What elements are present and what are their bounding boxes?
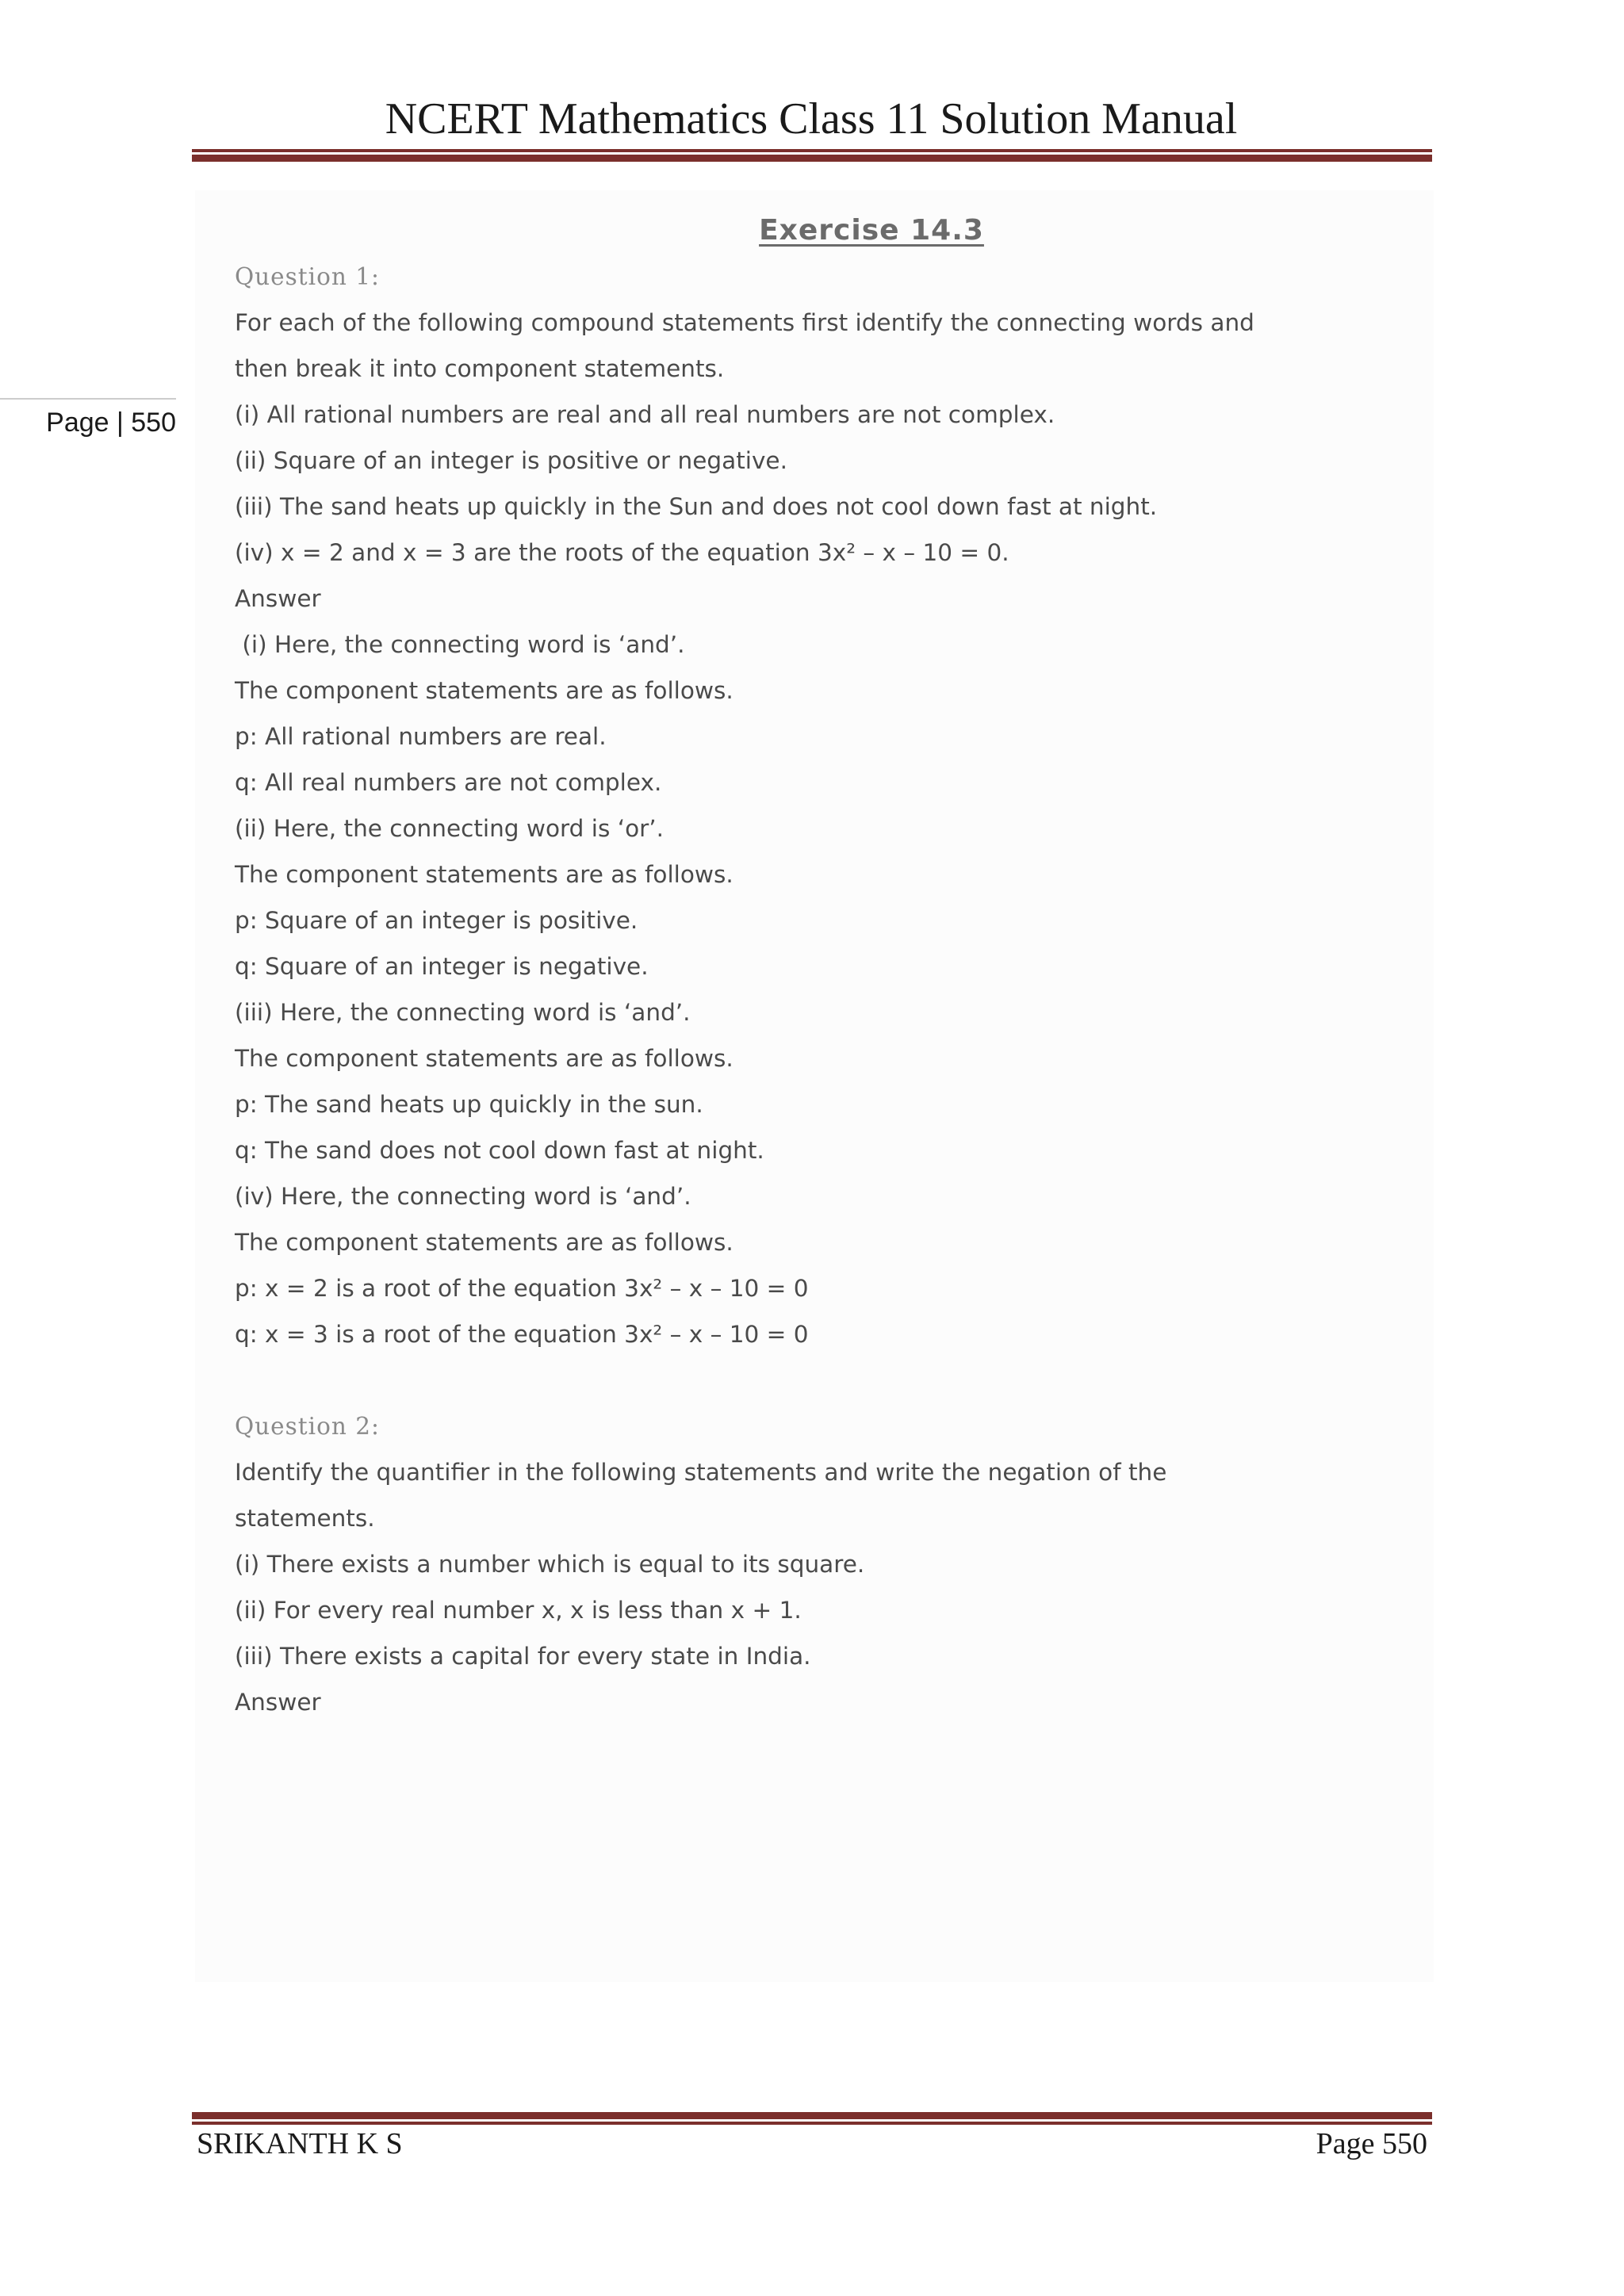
question-1-line: (i) All rational numbers are real and all real numbers are not complex. (235, 401, 1055, 428)
section-spacer (235, 1357, 1408, 1403)
question-1-line: (iv) x = 2 and x = 3 are the roots of the equation 3x² – x – 10 = 0. (235, 539, 1009, 566)
question-2-line: Identify the quantifier in the following statements and write the negation of the (235, 1459, 1167, 1486)
answer-1-line: p: Square of an integer is positive. (235, 907, 638, 934)
question-2-line: (i) There exists a number which is equal to its square. (235, 1551, 865, 1578)
question-2-line: statements. (235, 1505, 375, 1532)
footer-page-number: Page 550 (1316, 2127, 1427, 2160)
exercise-title: Exercise 14.3 (759, 214, 984, 247)
answer-2-label: Answer (235, 1689, 321, 1716)
answer-1-line: The component statements are as follows. (235, 1229, 733, 1256)
answer-1-line: q: All real numbers are not complex. (235, 769, 662, 796)
answer-1-line: q: The sand does not cool down fast at night. (235, 1137, 764, 1164)
question-1-label: Question 1: (235, 263, 380, 290)
answer-1-line: The component statements are as follows. (235, 861, 733, 888)
question-1-line: For each of the following compound statements first identify the connecting words and (235, 309, 1254, 336)
answer-1-line: (iv) Here, the connecting word is ‘and’. (235, 1183, 691, 1210)
answer-1-line: (i) Here, the connecting word is ‘and’. (235, 631, 685, 658)
answer-1-line: (ii) Here, the connecting word is ‘or’. (235, 815, 665, 842)
answer-1-line: p: x = 2 is a root of the equation 3x² – x – 10 = 0 (235, 1275, 809, 1302)
answer-1-line: q: x = 3 is a root of the equation 3x² – x – 10 = 0 (235, 1321, 809, 1348)
footer-divider (192, 2112, 1432, 2125)
answer-1-line: p: All rational numbers are real. (235, 723, 607, 750)
question-1-line: (ii) Square of an integer is positive or negative. (235, 447, 787, 474)
exercise-heading (0, 208, 1508, 254)
question-2-line: (ii) For every real number x, x is less than x + 1. (235, 1597, 802, 1624)
question-2-line: (iii) There exists a capital for every state in India. (235, 1643, 811, 1670)
question-2-label: Question 2: (235, 1413, 380, 1440)
answer-1-line: (iii) Here, the connecting word is ‘and’. (235, 999, 691, 1026)
question-1-line: then break it into component statements. (235, 355, 725, 382)
answer-1-label: Answer (235, 585, 321, 612)
answer-1-line: p: The sand heats up quickly in the sun. (235, 1091, 703, 1118)
answer-1-line: The component statements are as follows. (235, 677, 733, 704)
answer-1-line: The component statements are as follows. (235, 1045, 733, 1072)
side-page-marker: Page | 550 (0, 398, 176, 438)
question-1-line: (iii) The sand heats up quickly in the Sun and does not cool down fast at night. (235, 493, 1158, 520)
footer-author: SRIKANTH K S (197, 2127, 403, 2160)
header-divider (192, 149, 1432, 162)
page-header-title: NCERT Mathematics Class 11 Solution Manual (385, 94, 1238, 144)
answer-1-line: q: Square of an integer is negative. (235, 953, 649, 980)
solution-content (235, 208, 1408, 1725)
